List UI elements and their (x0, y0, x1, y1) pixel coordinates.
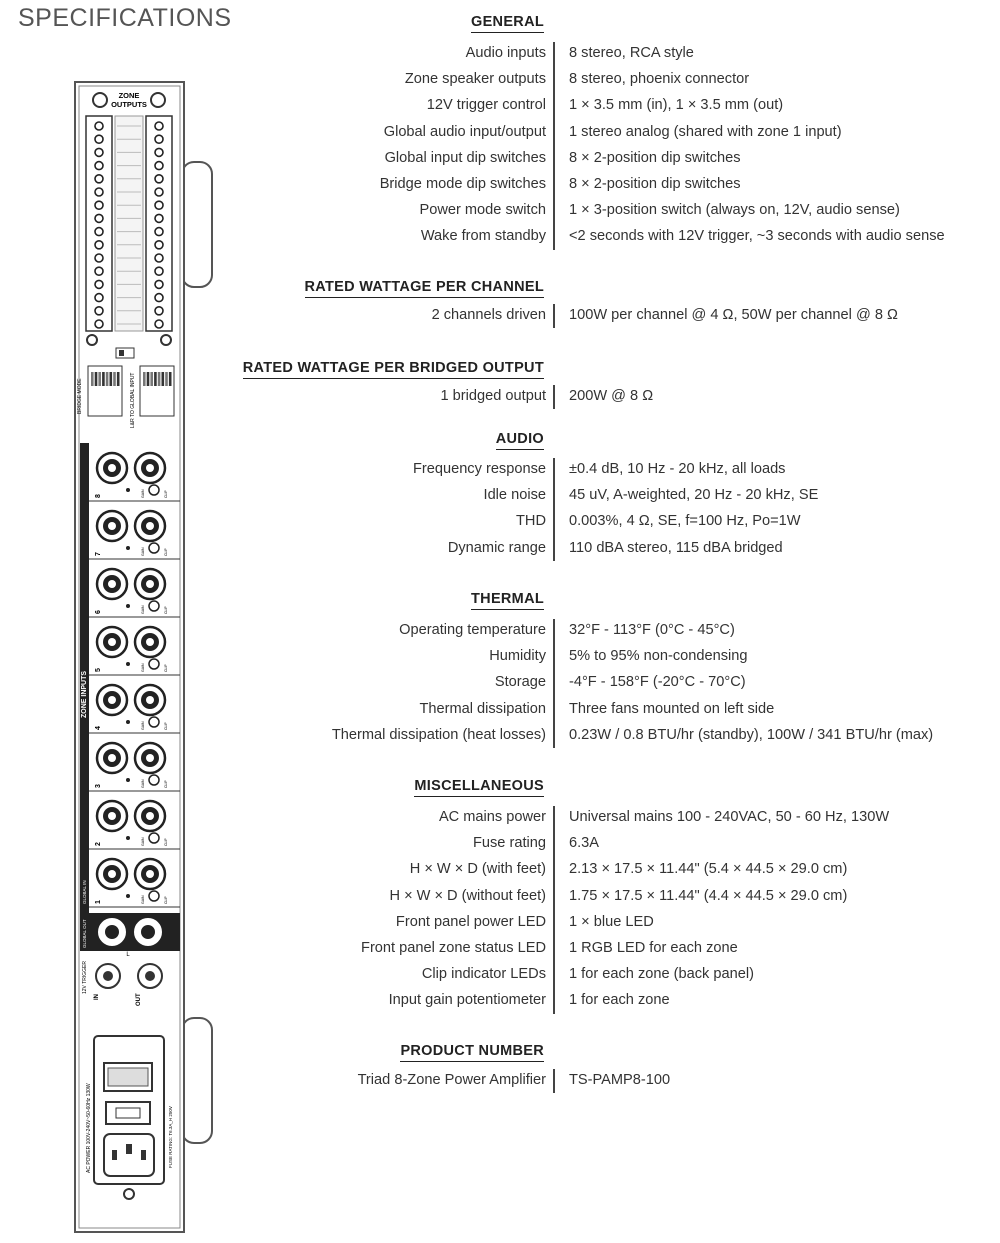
spec-value: 1 stereo analog (shared with zone 1 input) (569, 123, 842, 140)
global-out-l-jack-inner (104, 924, 120, 940)
section-heading-text: MISCELLANEOUS (414, 778, 544, 797)
zone-number-label: 5 (95, 668, 102, 672)
dip-lever (158, 372, 161, 386)
terminal-screw-icon (95, 214, 103, 222)
iec-pin (126, 1144, 132, 1154)
gain-label: GAIN (141, 663, 145, 672)
global-out-r-jack-inner (140, 924, 156, 940)
dip-lever (150, 372, 153, 386)
terminal-screw-icon (155, 214, 163, 222)
spec-value: 1 for each zone (569, 992, 670, 1009)
spec-value: 1 × 3.5 mm (in), 1 × 3.5 mm (out) (569, 97, 784, 114)
dip-lever (165, 372, 168, 386)
status-led-icon (126, 488, 130, 492)
spec-value: 8 stereo, phoenix connector (569, 71, 750, 88)
spec-value: 200W @ 8 Ω (569, 388, 654, 404)
spec-row (236, 536, 996, 562)
gain-label: GAIN (141, 605, 145, 614)
gain-label: GAIN (141, 895, 145, 904)
status-led-icon (126, 720, 130, 724)
spec-label: Input gain potentiometer (388, 992, 546, 1009)
gain-knob-icon (149, 717, 159, 727)
rca-jack-left-pin (108, 870, 116, 878)
terminal-screw-icon (95, 135, 103, 143)
status-led-icon (126, 778, 130, 782)
spec-value: 1.75 × 17.5 × 11.44" (4.4 × 44.5 × 29.0 cm) (569, 887, 848, 904)
trigger-in-jack-inner (103, 971, 113, 981)
terminal-screw-icon (155, 122, 163, 130)
spec-value: ±0.4 dB, 10 Hz - 20 kHz, all loads (569, 461, 786, 477)
global-input-dip-label: L&R TO GLOBAL INPUT (130, 372, 136, 428)
iec-pin (141, 1150, 146, 1160)
spec-label: Clip indicator LEDs (421, 966, 546, 983)
spec-value: -4°F - 158°F (-20°C - 70°C) (569, 674, 746, 691)
rca-jack-left-pin (108, 522, 116, 530)
spec-row (236, 198, 996, 224)
rca-jack-right-pin (146, 580, 154, 588)
spec-label: H × W × D (with feet) (409, 861, 546, 878)
spec-row (236, 509, 996, 535)
spec-row (236, 41, 996, 67)
section-heading (496, 431, 544, 447)
terminal-screw-icon (155, 175, 163, 183)
spec-label: Front panel power LED (395, 913, 546, 930)
spec-label: THD (516, 513, 546, 530)
clip-label: CLIP (164, 780, 168, 788)
spec-label: Triad 8-Zone Power Amplifier (357, 1072, 546, 1088)
section-heading-text: RATED WATTAGE PER CHANNEL (305, 279, 545, 298)
zone-outputs-label-line2: OUTPUTS (111, 100, 147, 109)
terminal-screw-icon (155, 280, 163, 288)
spec-label: 12V trigger control (426, 97, 546, 114)
terminal-screw-icon (95, 307, 103, 315)
gain-label: GAIN (141, 489, 145, 498)
terminal-screw-icon (95, 175, 103, 183)
fuse-icon (116, 1108, 140, 1118)
spec-row (236, 120, 996, 146)
rca-jack-left-pin (108, 812, 116, 820)
section-heading-text: AUDIO (496, 431, 544, 450)
global-out-l-label: L (126, 952, 130, 958)
section-heading-text: GENERAL (471, 14, 544, 33)
spec-label: Idle noise (483, 487, 546, 504)
power-mode-switch (116, 348, 134, 358)
terminal-screw-icon (155, 148, 163, 156)
spec-label: Fuse rating (472, 835, 546, 852)
terminal-screw-icon (155, 307, 163, 315)
zone-output-terminals (86, 116, 172, 331)
spec-row (236, 910, 996, 936)
rca-jack-left-pin (108, 754, 116, 762)
spec-label: Storage (494, 674, 546, 691)
spec-value: 1 for each zone (back panel) (569, 966, 754, 983)
spec-value: 5% to 95% non-condensing (569, 648, 748, 665)
iec-power-connector (104, 1134, 154, 1176)
spec-label: Global audio input/output (383, 123, 546, 140)
terminal-screw-icon (95, 148, 103, 156)
clip-label: CLIP (164, 664, 168, 672)
power-mode-switch-knob (119, 350, 124, 356)
gain-knob-icon (149, 659, 159, 669)
spec-label: Front panel zone status LED (361, 940, 546, 956)
bottom-handle (182, 1018, 212, 1143)
spec-value: Universal mains 100 - 240VAC, 50 - 60 Hz, 130W (569, 809, 890, 825)
spec-label: Operating temperature (399, 622, 546, 638)
spec-row (236, 670, 996, 696)
rca-jack-left-pin (108, 638, 116, 646)
spec-label: 2 channels driven (431, 307, 546, 323)
spec-label: H × W × D (without feet) (389, 887, 546, 904)
spec-row (236, 384, 996, 410)
spec-value: 45 uV, A-weighted, 20 Hz - 20 kHz, SE (569, 487, 819, 504)
terminal-screw-icon (95, 320, 103, 328)
terminal-screw-icon (155, 267, 163, 275)
section-heading-text: RATED WATTAGE PER BRIDGED OUTPUT (243, 360, 544, 379)
spec-row (236, 831, 996, 857)
spec-value: 0.23W / 0.8 BTU/hr (standby), 100W / 341 BTU/hr (max) (569, 726, 934, 743)
status-led-icon (126, 604, 130, 608)
clip-label: CLIP (164, 490, 168, 498)
spec-label: Thermal dissipation (heat losses) (331, 726, 546, 743)
dip-lever (113, 372, 116, 386)
clip-label: CLIP (164, 722, 168, 730)
clip-label: CLIP (164, 606, 168, 614)
spec-row (236, 1068, 996, 1094)
trigger-out-jack-inner (145, 971, 155, 981)
status-led-icon (126, 836, 130, 840)
spec-row (236, 67, 996, 93)
ac-power-label: AC POWER 100V-240V~50-60Hz 130W (86, 1083, 92, 1173)
terminal-screw-icon (155, 254, 163, 262)
rca-jack-right-pin (146, 812, 154, 820)
spec-row (236, 618, 996, 644)
spec-row (236, 962, 996, 988)
dip-lever (110, 372, 113, 386)
rca-jack-left-pin (108, 580, 116, 588)
dip-lever (143, 372, 146, 386)
zone-number-label: 7 (95, 552, 102, 556)
amplifier-back-panel-diagram (70, 78, 220, 1238)
spec-row (236, 172, 996, 198)
terminal-screw-icon (95, 241, 103, 249)
screw-icon (93, 93, 107, 107)
section-heading (471, 591, 544, 607)
clip-label: CLIP (164, 548, 168, 556)
spec-row (236, 805, 996, 831)
dip-lever (91, 372, 94, 386)
rca-jack-left-pin (108, 696, 116, 704)
spec-label: Global input dip switches (384, 149, 546, 166)
spec-row (236, 936, 996, 962)
spec-row (236, 723, 996, 749)
spec-label: Humidity (489, 648, 546, 665)
dip-lever (154, 372, 157, 386)
rca-jack-right-pin (146, 696, 154, 704)
zone-number-label: 8 (95, 494, 102, 498)
terminal-screw-icon (155, 188, 163, 196)
spec-label: Bridge mode dip switches (379, 176, 546, 192)
terminal-screw-icon (95, 280, 103, 288)
global-out-label: GLOBAL OUT (82, 919, 87, 948)
rca-jack-left-pin (108, 464, 116, 472)
dip-lever (106, 372, 109, 386)
dip-lever (98, 372, 101, 386)
terminal-label-strip (115, 116, 143, 331)
spec-row (236, 644, 996, 670)
power-switch-rocker (108, 1068, 148, 1086)
screw-icon (124, 1189, 134, 1199)
spec-value: 0.003%, 4 Ω, SE, f=100 Hz, Po=1W (569, 513, 801, 530)
gain-knob-icon (149, 601, 159, 611)
section-heading (400, 1043, 544, 1059)
spec-value: TS-PAMP8-100 (569, 1072, 671, 1088)
zone-number-label: 3 (95, 784, 102, 788)
back-panel-svg (70, 78, 220, 1238)
terminal-screw-icon (155, 201, 163, 209)
trigger-label: 12V TRIGGER (82, 961, 88, 994)
spec-label: Dynamic range (447, 539, 546, 556)
rca-jack-right-pin (146, 870, 154, 878)
terminal-screw-icon (155, 228, 163, 236)
gain-knob-icon (149, 485, 159, 495)
screw-icon (161, 335, 171, 345)
terminal-screw-icon (95, 162, 103, 170)
section-heading (305, 279, 545, 295)
rca-jack-right-pin (146, 464, 154, 472)
terminal-screw-icon (155, 294, 163, 302)
spec-label: Power mode switch (419, 202, 546, 219)
spec-value: 6.3A (569, 835, 600, 852)
spec-value: 8 × 2-position dip switches (569, 176, 741, 192)
spec-value: 2.13 × 17.5 × 11.44" (5.4 × 44.5 × 29.0 cm) (569, 861, 848, 878)
gain-label: GAIN (141, 837, 145, 846)
rca-jack-right-pin (146, 522, 154, 530)
zone-number-label: 1 (95, 900, 102, 904)
spec-label: Zone speaker outputs (404, 71, 546, 88)
terminal-screw-icon (95, 201, 103, 209)
screw-icon (151, 93, 165, 107)
terminal-screw-icon (155, 320, 163, 328)
spec-value: <2 seconds with 12V trigger, ~3 seconds with audio sense (569, 228, 945, 245)
clip-label: CLIP (164, 838, 168, 846)
spec-label: 1 bridged output (440, 388, 546, 404)
trigger-out-label: OUT (136, 993, 142, 1006)
terminal-screw-icon (95, 122, 103, 130)
spec-row (236, 224, 996, 250)
status-led-icon (126, 662, 130, 666)
terminal-screw-icon (155, 241, 163, 249)
clip-label: CLIP (164, 896, 168, 904)
dip-lever (95, 372, 98, 386)
spec-value: 1 × 3-position switch (always on, 12V, audio sense) (569, 202, 900, 219)
spec-value: Three fans mounted on left side (569, 700, 775, 717)
spec-label: Audio inputs (465, 45, 546, 61)
spec-value: 1 × blue LED (569, 913, 654, 930)
terminal-screw-icon (155, 135, 163, 143)
zone-number-label: 6 (95, 610, 102, 614)
terminal-screw-icon (95, 267, 103, 275)
zone-number-label: 2 (95, 842, 102, 846)
section-heading-text: THERMAL (471, 591, 544, 610)
spec-value: 100W per channel @ 4 Ω, 50W per channel @ 8 Ω (569, 307, 898, 323)
fuse-rating-label: FUSE RATING: T6.3A_H 250V (168, 1106, 173, 1168)
section-heading (471, 14, 544, 30)
spec-row (236, 884, 996, 910)
spec-value: 8 × 2-position dip switches (569, 149, 741, 166)
section-heading-text: PRODUCT NUMBER (400, 1043, 544, 1062)
spec-label: Frequency response (412, 461, 546, 477)
dip-lever (162, 372, 165, 386)
trigger-in-label: IN (94, 994, 100, 1000)
screw-icon (87, 335, 97, 345)
spec-value: 8 stereo, RCA style (569, 45, 694, 61)
terminal-screw-icon (95, 228, 103, 236)
spec-label: AC mains power (438, 809, 546, 825)
gain-knob-icon (149, 543, 159, 553)
gain-label: GAIN (141, 547, 145, 556)
spec-value: 32°F - 113°F (0°C - 45°C) (569, 622, 735, 638)
specifications-table (236, 0, 996, 1239)
iec-pin (112, 1150, 117, 1160)
top-handle (182, 162, 212, 287)
dip-lever (169, 372, 172, 386)
zone-inputs-label: ZONE INPUTS (81, 670, 88, 718)
spec-row (236, 146, 996, 172)
terminal-screw-icon (95, 254, 103, 262)
zone-outputs-label-line1: ZONE (118, 91, 140, 100)
spec-row (236, 457, 996, 483)
terminal-screw-icon (95, 294, 103, 302)
gain-label: GAIN (141, 779, 145, 788)
spec-label: Thermal dissipation (419, 700, 546, 717)
page-title: SPECIFICATIONS (18, 4, 232, 32)
dip-lever (147, 372, 150, 386)
status-led-icon (126, 546, 130, 550)
spec-row (236, 857, 996, 883)
spec-value: 110 dBA stereo, 115 dBA bridged (569, 539, 783, 556)
global-in-label: GLOBAL IN (82, 880, 87, 904)
section-heading (414, 778, 544, 794)
zone-number-label: 4 (95, 726, 102, 730)
spec-row (236, 93, 996, 119)
rca-jack-right-pin (146, 638, 154, 646)
gain-knob-icon (149, 775, 159, 785)
spec-row (236, 988, 996, 1014)
terminal-screw-icon (95, 188, 103, 196)
gain-knob-icon (149, 833, 159, 843)
spec-row (236, 697, 996, 723)
spec-label: Wake from standby (420, 228, 546, 245)
dip-lever (117, 372, 120, 386)
dip-lever (102, 372, 105, 386)
spec-value: 1 RGB LED for each zone (569, 940, 738, 956)
gain-label: GAIN (141, 721, 145, 730)
gain-knob-icon (149, 891, 159, 901)
bridge-mode-label: BRIDGE MODE (77, 378, 83, 414)
section-heading (243, 360, 544, 376)
status-led-icon (126, 894, 130, 898)
spec-row (236, 483, 996, 509)
terminal-screw-icon (155, 162, 163, 170)
rca-jack-right-pin (146, 754, 154, 762)
global-out-band (80, 913, 180, 951)
spec-row (236, 303, 996, 329)
